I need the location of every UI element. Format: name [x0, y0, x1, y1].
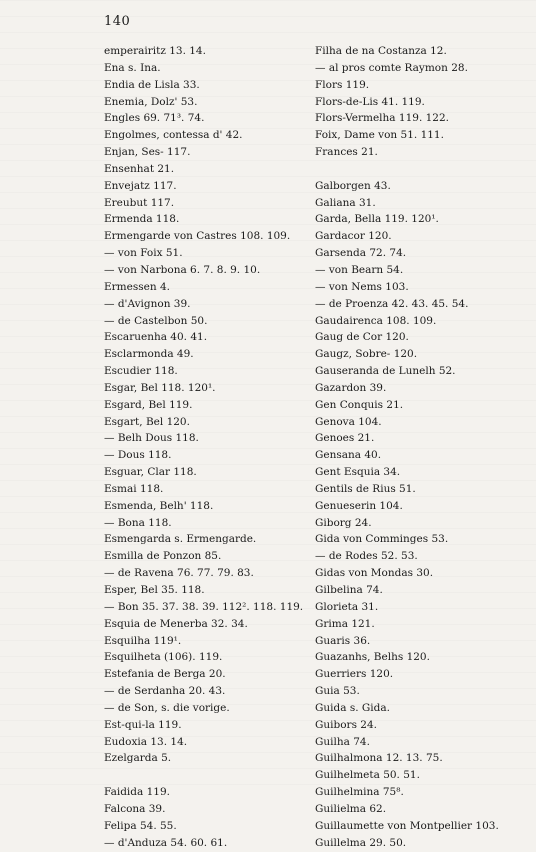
right-index-column	[315, 43, 530, 852]
index-entry: Foix, Dame von 51. 111.	[315, 129, 444, 142]
index-entry: Est-qui-la 119.	[104, 718, 182, 731]
index-entry: — de Castelbon 50.	[104, 314, 208, 327]
index-entry: Glorieta 31.	[315, 600, 379, 613]
index-entry: Guilhelmina 75⁸.	[315, 786, 404, 799]
index-entry: — von Narbona 6. 7. 8. 9. 10.	[104, 263, 261, 276]
index-entry: Eudoxia 13. 14.	[104, 735, 188, 748]
index-entry: Giborg 24.	[315, 516, 372, 529]
index-entry: — al pros comte Raymon 28.	[315, 61, 468, 74]
index-entry: Garsenda 72. 74.	[315, 247, 407, 260]
index-entry: Guillelma 29. 50.	[315, 836, 407, 849]
index-entry: Flors-de-Lis 41. 119.	[315, 95, 425, 108]
index-entry: Genueserin 104.	[315, 499, 403, 512]
index-entry: Falcona 39.	[104, 802, 166, 815]
index-entry: Flors-Vermelha 119. 122.	[315, 112, 449, 125]
index-entry: Gauseranda de Lunelh 52.	[315, 365, 456, 378]
index-entry: Guazanhs, Belhs 120.	[315, 651, 430, 664]
index-entry: Ermessen 4.	[104, 280, 170, 293]
index-entry: Esmilla de Ponzon 85.	[104, 550, 222, 563]
index-entry: — de Son, s. die vorige.	[104, 701, 230, 714]
index-entry: Gentils de Rius 51.	[315, 482, 416, 495]
index-entry: Gida von Comminges 53.	[315, 533, 449, 546]
index-entry: Enemia, Dolz' 53.	[104, 95, 198, 108]
index-entry: Filha de na Costanza 12.	[315, 45, 447, 57]
index-entry: Ensenhat 21.	[104, 162, 175, 175]
index-entry: Esgart, Bel 120.	[104, 415, 190, 428]
index-entry: — von Foix 51.	[104, 247, 183, 260]
index-entry: Esgar, Bel 118. 120¹.	[104, 381, 216, 394]
index-entry: Esgard, Bel 119.	[104, 398, 193, 411]
index-entry: Guilha 74.	[315, 735, 370, 748]
index-entry: Esclarmonda 49.	[104, 348, 194, 361]
index-entry: Esper, Bel 35. 118.	[104, 584, 205, 596]
index-entry: Escudier 118.	[104, 365, 178, 378]
index-entry: Endia de Lisla 33.	[104, 78, 200, 91]
index-entry: emperairitz 13. 14.	[104, 45, 206, 57]
index-entry: Flors 119.	[315, 78, 370, 91]
index-entry: Gaug de Cor 120.	[315, 331, 409, 344]
index-entry: Esmenda, Belh' 118.	[104, 499, 214, 512]
index-entry: Grima 121.	[315, 617, 375, 630]
index-entry: — de Serdanha 20. 43.	[104, 685, 226, 698]
index-entry: Ereubut 117.	[104, 196, 175, 209]
page-number: 140	[104, 14, 131, 29]
index-entry: Genoes 21.	[315, 432, 375, 445]
index-entry: Guilhalmona 12. 13. 75.	[315, 752, 443, 765]
index-entry: Genova 104.	[315, 415, 382, 428]
index-entry: Esquia de Menerba 32. 34.	[104, 617, 248, 630]
index-entry: — de Rodes 52. 53.	[315, 550, 418, 563]
index-entry: Guillaumette von Montpellier 103.	[315, 819, 499, 832]
index-entry: — d'Anduza 54. 60. 61.	[104, 836, 228, 849]
index-entry: Guia 53.	[315, 685, 360, 698]
index-entry: Guaris 36.	[315, 634, 371, 647]
index-entry: Gilbelina 74.	[315, 584, 383, 596]
index-entry: Guerriers 120.	[315, 668, 394, 681]
index-entry: — Belh Dous 118.	[104, 432, 199, 445]
index-entry: Ermenda 118.	[104, 213, 180, 226]
index-entry: Gardacor 120.	[315, 230, 392, 243]
index-entry: Engles 69. 71³. 74.	[104, 112, 205, 125]
index-entry: Faidida 119.	[104, 786, 170, 799]
index-entry: Gidas von Mondas 30.	[315, 567, 434, 580]
index-entry: Esquilha 119¹.	[104, 634, 182, 647]
index-entry: Esmai 118.	[104, 482, 164, 495]
index-entry: Gazardon 39.	[315, 381, 387, 394]
section-gap	[104, 767, 304, 784]
index-entry: Esmengarda s. Ermengarde.	[104, 533, 257, 546]
index-entry: — Bona 118.	[104, 516, 172, 529]
index-entry: — d'Avignon 39.	[104, 297, 191, 310]
index-entry: Gen Conquis 21.	[315, 398, 404, 411]
index-entry: Guilielma 62.	[315, 802, 387, 815]
index-entry: Garda, Bella 119. 120¹.	[315, 213, 439, 226]
index-entry: Gensana 40.	[315, 449, 382, 462]
index-entry: Esquilheta (106). 119.	[104, 651, 223, 664]
index-entry: — de Proenza 42. 43. 45. 54.	[315, 297, 469, 310]
index-entry: Ena s. Ina.	[104, 61, 161, 74]
section-gap	[315, 161, 530, 178]
index-entry: — Dous 118.	[104, 449, 172, 462]
index-entry: — von Bearn 54.	[315, 263, 404, 276]
index-entry: Galborgen 43.	[315, 179, 391, 192]
index-entry: Guida s. Gida.	[315, 701, 390, 714]
index-entry: Gaugz, Sobre- 120.	[315, 348, 418, 361]
index-entry: Frances 21.	[315, 146, 378, 159]
index-entry: Guibors 24.	[315, 718, 377, 731]
index-entry: Galiana 31.	[315, 196, 376, 209]
index-entry: Felipa 54. 55.	[104, 819, 177, 832]
index-entry: Estefania de Berga 20.	[104, 668, 226, 681]
index-entry: — von Nems 103.	[315, 280, 409, 293]
index-entry: Escaruenha 40. 41.	[104, 331, 208, 344]
index-entry: Esguar, Clar 118.	[104, 466, 197, 479]
index-entry: Gent Esquia 34.	[315, 466, 401, 479]
index-entry: Envejatz 117.	[104, 179, 177, 192]
index-entry: Ezelgarda 5.	[104, 752, 172, 765]
index-entry: Guilhelmeta 50. 51.	[315, 769, 420, 782]
index-entry: — Bon 35. 37. 38. 39. 112². 118. 119.	[104, 600, 304, 613]
index-entry: Engolmes, contessa d' 42.	[104, 129, 243, 142]
index-entry: Gaudairenca 108. 109.	[315, 314, 437, 327]
left-index-column	[104, 43, 304, 852]
index-entry: Ermengarde von Castres 108. 109.	[104, 230, 291, 243]
index-entry: — de Ravena 76. 77. 79. 83.	[104, 567, 254, 580]
index-entry: Enjan, Ses- 117.	[104, 146, 191, 159]
